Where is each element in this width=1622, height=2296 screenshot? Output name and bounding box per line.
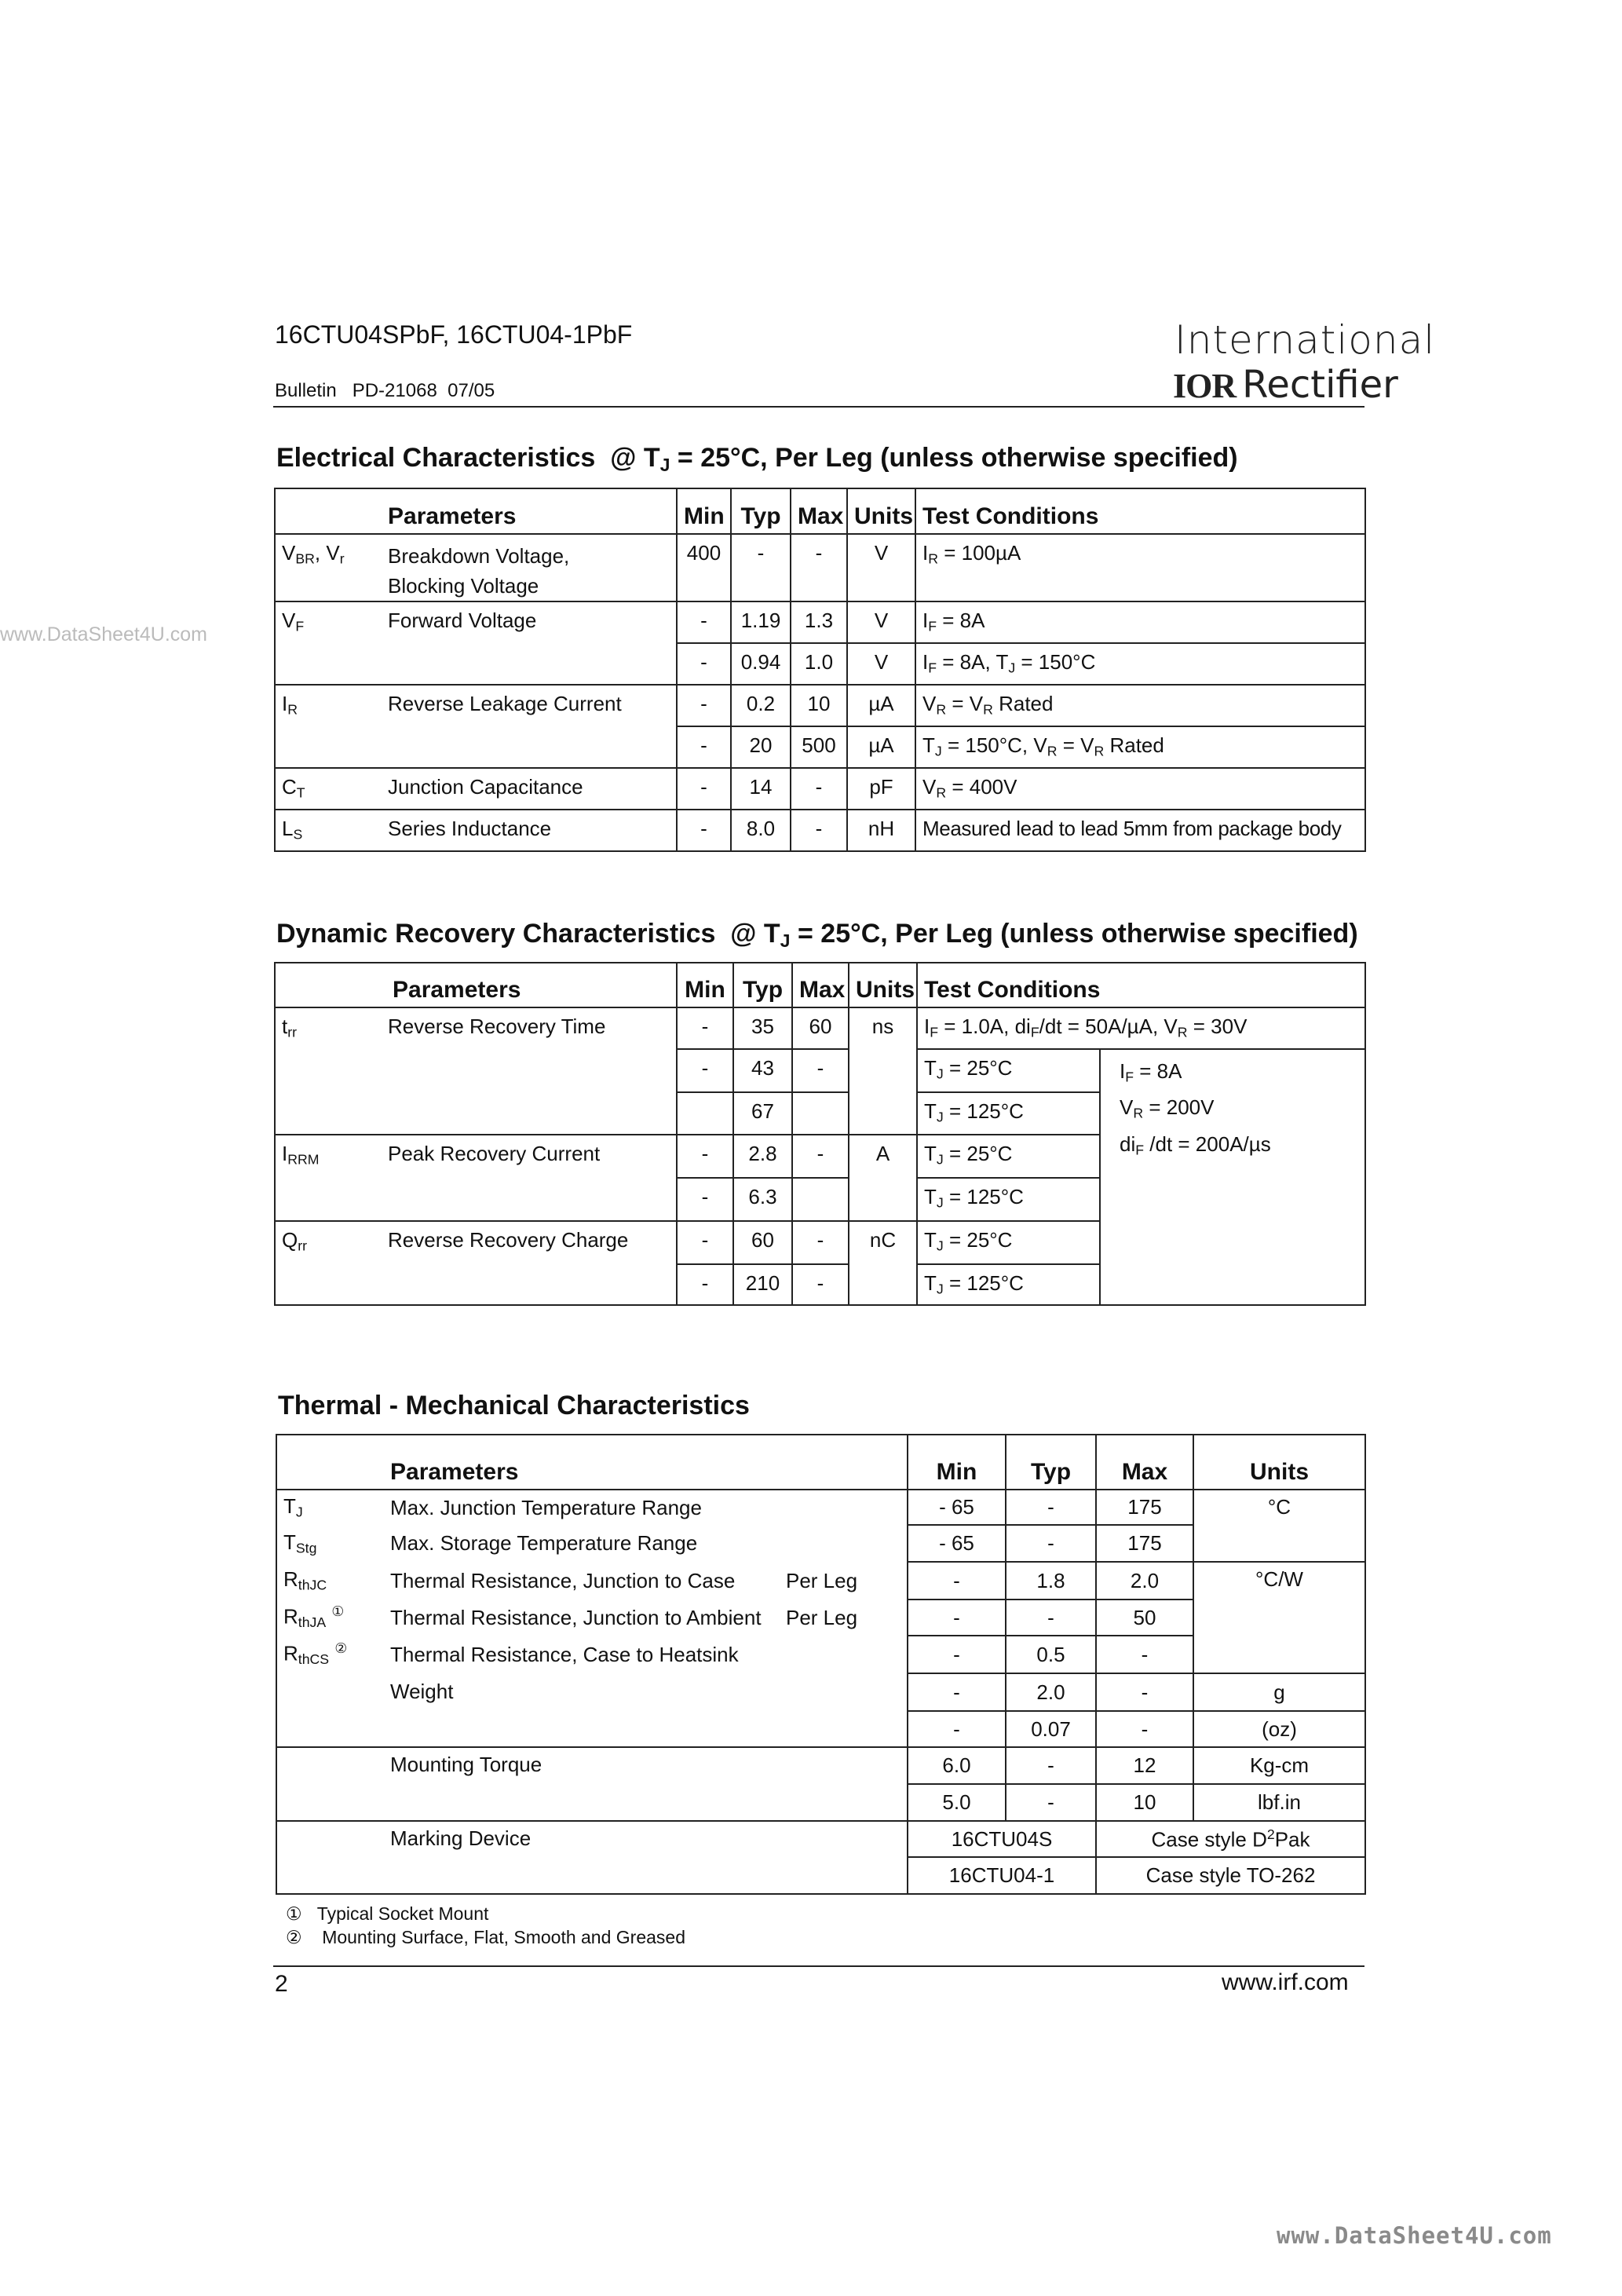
table-row: Weight - 2.0 - g xyxy=(276,1673,1365,1711)
header-units: Units xyxy=(847,488,915,534)
symbol-vf: $V_F$ xyxy=(275,601,382,643)
symbol-trr: $t_{rr}$ xyxy=(275,1007,382,1135)
symbol-irrm: $I_{RRM}$ xyxy=(275,1135,382,1221)
header-test-conditions: Test Conditions xyxy=(917,963,1365,1007)
symbol-ct: $C_T$ xyxy=(275,768,382,810)
temperature-units: °C xyxy=(1193,1490,1365,1562)
header-units: Units xyxy=(849,963,917,1007)
table-row: $R_{thJC}$ Thermal Resistance, Junction to Case Per Leg - 1.8 2.0 °C/W xyxy=(276,1562,1365,1600)
table-row: - 43 - $T_J = 25^\circ C$ $I_F = 8A$ $V_R = 200V$ $di_F$ /dt = 200A/µs xyxy=(275,1049,1365,1092)
table-row: Marking Device 16CTU04S Case style $D^2Pak$ xyxy=(276,1821,1365,1857)
logo-rectifier: IOR Rectifier xyxy=(1173,363,1398,407)
footer-rule xyxy=(273,1965,1364,1967)
footnote-1: ① Typical Socket Mount xyxy=(286,1903,489,1924)
table-row: - 0.07 - (oz) xyxy=(276,1711,1365,1747)
table-row: $T_J$ Max. Junction Temperature Range - 65 - 175 °C xyxy=(276,1490,1365,1525)
header-units: Units xyxy=(1193,1435,1365,1490)
table-row: $I_{RRM}$ Peak Recovery Current - 2.8 - A $T_J = 25^\circ C$ xyxy=(275,1135,1365,1178)
electrical-table xyxy=(274,488,1366,852)
table-row: $L_S$ Series Inductance - 8.0 - nH Measured lead to lead 5mm from package body xyxy=(275,810,1365,851)
dynamic-title: Dynamic Recovery Characteristics @ $T_J = 25^\circ C$, Per Leg (unless otherwise specified) xyxy=(276,919,1358,951)
header-parameters: Parameters xyxy=(382,963,677,1007)
header-min: Min xyxy=(908,1435,1006,1490)
table-row: - 0.94 1.0 V $I_F = 8A$, $T_J = 150^\circ C$ xyxy=(275,643,1365,685)
footnote-2: ② Mounting Surface, Flat, Smooth and Greased xyxy=(286,1927,685,1947)
header-parameters: Parameters xyxy=(382,488,677,534)
table-row: $V_{BR}$, $V_r$ Breakdown Voltage, Blocking Voltage 400 - - V $I_R = 100\mu A$ xyxy=(275,534,1365,601)
header-typ: Typ xyxy=(733,963,792,1007)
ior-logo-mark: IOR xyxy=(1173,367,1237,405)
header-typ: Typ xyxy=(1006,1435,1096,1490)
symbol-rthcs: $R_{thCS}$ ② xyxy=(276,1636,384,1673)
common-test-conditions: $I_F = 8A$ $V_R = 200V$ $di_F$ /dt = 200A/µs xyxy=(1100,1049,1365,1305)
thermal-table xyxy=(276,1434,1366,1895)
resistance-units: °C/W xyxy=(1193,1562,1365,1673)
table-row: $R_{thJA}$ ① Thermal Resistance, Junction to Ambient Per Leg - - 50 xyxy=(276,1600,1365,1636)
symbol-ls: $L_S$ xyxy=(275,810,382,851)
page-number: 2 xyxy=(275,1971,288,1997)
table-row: $Q_{rr}$ Reverse Recovery Charge - 60 - nC $T_J = 25^\circ C$ xyxy=(275,1221,1365,1264)
symbol-vbr: $V_{BR}$, $V_r$ xyxy=(275,534,382,601)
watermark-right[interactable]: www.DataSheet4U.com xyxy=(1277,2222,1552,2249)
electrical-title: Electrical Characteristics @ $T_J = 25^\circ C$, Per Leg (unless otherwise specified) xyxy=(276,443,1238,475)
table-row: - 6.3 $T_J = 125^\circ C$ xyxy=(275,1178,1365,1221)
document-title: 16CTU04SPbF, 16CTU04-1PbF xyxy=(275,320,633,349)
header-max: Max xyxy=(791,488,847,534)
header-typ: Typ xyxy=(731,488,791,534)
dynamic-table xyxy=(274,962,1366,1306)
table-row: 16CTU04-1 Case style TO-262 xyxy=(276,1857,1365,1894)
symbol-rthjc: $R_{thJC}$ xyxy=(276,1562,384,1600)
header-max: Max xyxy=(792,963,849,1007)
bulletin-number: Bulletin PD-21068 07/05 xyxy=(275,380,495,401)
header-test-conditions: Test Conditions xyxy=(915,488,1365,534)
logo-international: International xyxy=(1174,317,1436,363)
table-row: $R_{thCS}$ ② Thermal Resistance, Case to Heatsink - 0.5 - xyxy=(276,1636,1365,1673)
test-condition: $I_R = 100\mu A$ xyxy=(915,534,1365,601)
watermark-left[interactable]: www.DataSheet4U.com xyxy=(0,623,208,645)
header-max: Max xyxy=(1096,1435,1193,1490)
param-name: Breakdown Voltage, Blocking Voltage xyxy=(382,534,677,601)
header-parameters: Parameters xyxy=(384,1435,786,1490)
thermal-title: Thermal - Mechanical Characteristics xyxy=(278,1391,750,1420)
website-link[interactable]: www.irf.com xyxy=(1222,1969,1349,1995)
header-min: Min xyxy=(677,963,733,1007)
table-row: 5.0 - 10 lbf.in xyxy=(276,1784,1365,1821)
symbol-rthja: $R_{thJA}$ ① xyxy=(276,1600,384,1636)
symbol-tj: $T_J$ xyxy=(276,1490,384,1525)
symbol-qrr: $Q_{rr}$ xyxy=(275,1221,382,1305)
table-row: $V_F$ Forward Voltage - 1.19 1.3 V $I_F = 8A$ xyxy=(275,601,1365,643)
table-row: 67 $T_J = 125^\circ C$ xyxy=(275,1092,1365,1135)
table-row: Mounting Torque 6.0 - 12 Kg-cm xyxy=(276,1747,1365,1784)
header-min: Min xyxy=(677,488,731,534)
symbol-ir: $I_R$ xyxy=(275,685,382,726)
table-row: $T_{Stg}$ Max. Storage Temperature Range - 65 - 175 xyxy=(276,1525,1365,1562)
symbol-tstg: $T_{Stg}$ xyxy=(276,1525,384,1562)
table-row: $t_{rr}$ Reverse Recovery Time - 35 60 ns $I_F = 1.0A$, $di_F/dt = 50A/\mu A$, $V_R = 30V$ xyxy=(275,1007,1365,1049)
table-row: - 210 - $T_J = 125^\circ C$ xyxy=(275,1264,1365,1305)
table-row: $I_R$ Reverse Leakage Current - 0.2 10 µA $V_R = V_R$ Rated xyxy=(275,685,1365,726)
table-row: - 20 500 µA $T_J = 150^\circ C$, $V_R = V_R$ Rated xyxy=(275,726,1365,768)
table-row: $C_T$ Junction Capacitance - 14 - pF $V_R = 400V$ xyxy=(275,768,1365,810)
